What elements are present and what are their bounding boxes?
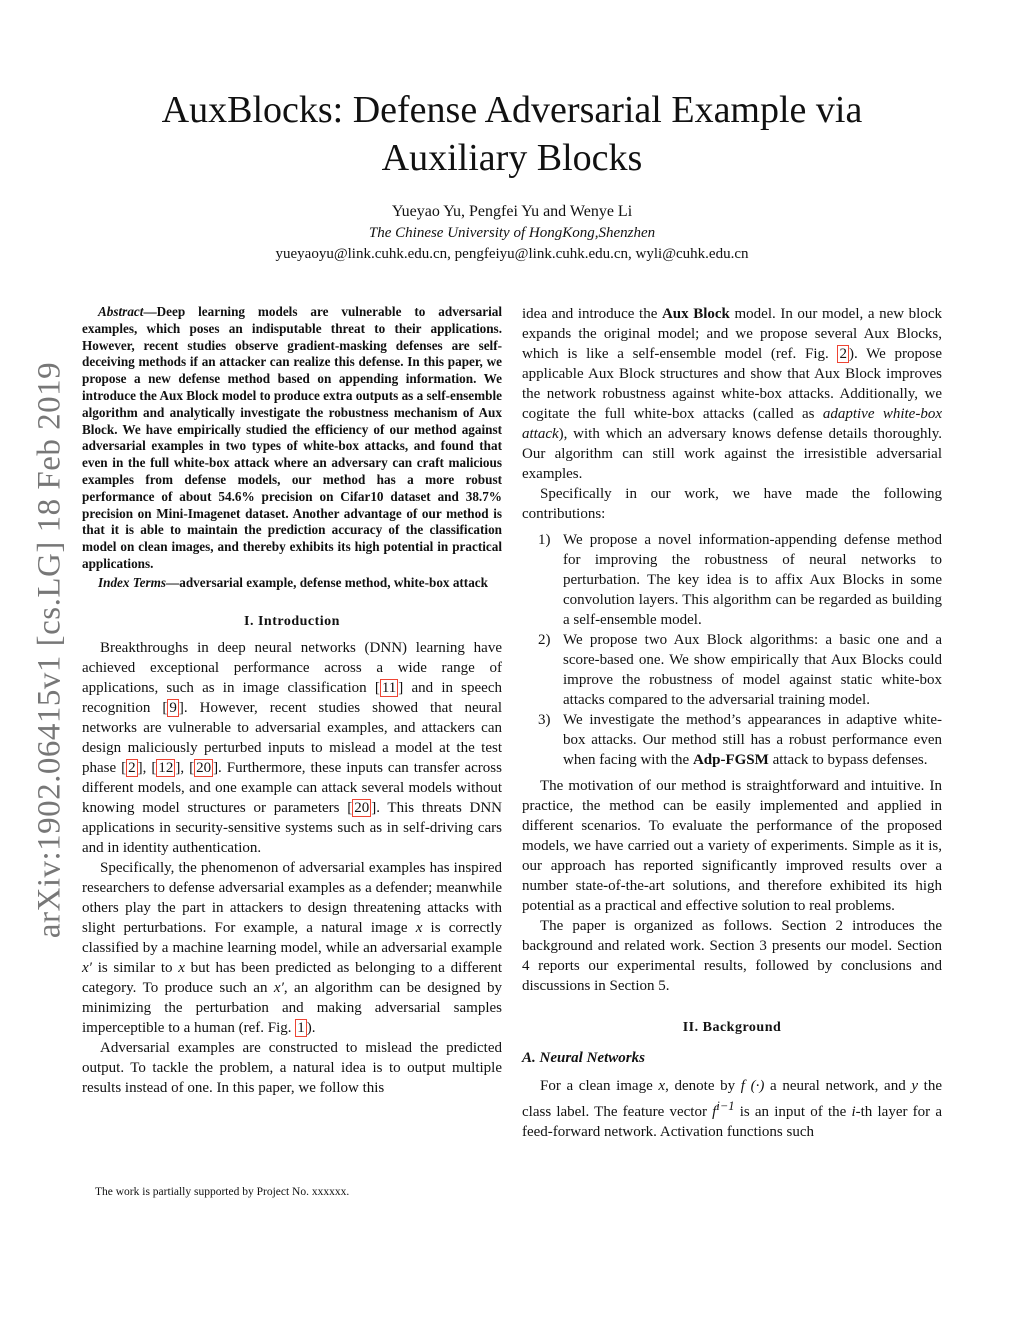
list-item: 2) We propose two Aux Block algorithms: a basic one and a score-based one. We show empirically that Aux Blocks could improve the robustness of model against static white-box attacks compared to the adversarial training model. <box>538 632 942 708</box>
right-paragraph-5: For a clean image x, denote by f (·) a neural network, and y the class label. The feature vector $f^{i-1}$ is an input of the i-th layer for a feed-forward network. Activation functions such <box>522 1078 943 1140</box>
figure-link[interactable]: 2 <box>839 346 847 362</box>
abstract <box>82 304 502 573</box>
intro-paragraph-3: Adversarial examples are constructed to mislead the predicted output. To tackle the problem, a natural idea is to output multiple results instead of one. In this paper, we follow this <box>82 1039 502 1096</box>
index-terms-text: —adversarial example, defense method, white-box attack <box>166 574 488 590</box>
affiliation: The Chinese University of HongKong,Shenzhen <box>368 225 656 241</box>
citation-link[interactable]: 9 <box>169 699 177 716</box>
right-paragraph-1: idea and introduce the Aux Block model. In our model, a new block expands the original model; and we propose several Aux Blocks, which is like a self-ensemble model (ref. Fig. 2 ). We propose applicable Aux Block structures and show that Aux Block improves the network robustness against white-box attacks. Additionally, we cogitate the full white-box attacks (called as adaptive white-box attack), with which an adversary knows defense details thoroughly. Our algorithm can still work against the irresistible adversarial examples. <box>522 306 942 482</box>
citation-link[interactable]: 11 <box>381 679 397 696</box>
citation-link[interactable]: 20 <box>354 799 370 816</box>
arxiv-stamp: arXiv:1902.06415v1 [cs.LG] 18 Feb 2019 <box>31 361 68 939</box>
section-heading-background: II. Background <box>682 1020 782 1035</box>
footnote: The work is partially supported by Project No. xxxxxx. <box>95 1186 350 1198</box>
paper-title: AuxBlocks: Defense Adversarial Example via Auxiliary Blocks <box>161 89 863 179</box>
list-item: 3) We investigate the method’s appearances in adaptive white-box attacks. Our method still has a robust performance even when facing with the Adp-FGSM attack to bypass defenses. <box>538 712 942 768</box>
list-item: 1) We propose a novel information-appending defense method for improving the robustness of neural networks to perturbation. The key idea is to affix Aux Blocks in some convolution layers. This algorithm can be regarded as building a self-ensemble model. <box>538 532 942 628</box>
intro-paragraph-1: Breakthroughs in deep neural networks (DNN) learning have achieved exceptional performance across a wide range of applications, such as in image classification [ 11 ] and in speech recognition [ 9 ]. However, recent studies showed that neural networks are vulnerable to adversarial examples, and attackers can design maliciously perturbed inputs to mislead a model at the test phase [ 2 ], [ 12 ], [ 20 ]. Furthermore, these inputs can transfer across different models, and one example can attack several models without knowing model structures or parameters [ 20 ]. This threats DNN applications in security-sensitive systems such as in self-driving cars and in identity authentication. <box>82 639 503 856</box>
authors: Yueyao Yu, Pengfei Yu and Wenye Li <box>391 203 633 220</box>
right-paragraph-4: The paper is organized as follows. Section 2 introduces the background and related work. Section 3 presents our model. Section 4 reports our experimental results, followed by conclusions and discussions in Section 5. <box>522 918 942 994</box>
citation-link[interactable]: 12 <box>158 759 174 776</box>
right-paragraph-3: The motivation of our method is straightforward and intuitive. In practice, the method can be easily implemented and applied in different scenarios. To evaluate the performance of the proposed models, we have carried out a variety of experiments. Simple as it is, our approach has reported significantly improved results over a number state-of-the-art solutions, and therefore exhibited its high potential as a practical and effective solution to real problems. <box>522 778 942 914</box>
index-terms <box>82 575 502 592</box>
right-column <box>522 304 942 1142</box>
section-heading-introduction: I. Introduction <box>244 613 340 629</box>
subsection-heading: A. Neural Networks <box>522 1050 645 1066</box>
contributions-list <box>522 530 942 770</box>
figure-link[interactable]: 1 <box>297 1019 305 1036</box>
abstract-text: —Deep learning models are vulnerable to adversarial examples, which poses an indisputable threat to their applications. However, recent studies observe gradient-masking defenses are self-deceiving methods if an attacker can realize this defense. In this paper, we propose a new defense method based on appending information. We introduce the Aux Block model to produce extra outputs as a self-ensemble algorithm and analytically investigate the robustness mechanism of Aux Block. We have empirically studied the efficiency of our method against adversarial examples in two types of white-box attacks, and found that even in the full white-box attack where an adversary can craft malicious examples from defense models, our method has a more robust performance of about 54.6% precision on Cifar10 dataset and 38.7% precision on Mini-Imagenet dataset. Another advantage of our method is that it is able to maintain the prediction accuracy of the classification model on clean images, and thereby exhibits its high potential in practical applications. <box>82 304 502 571</box>
author-emails: yueyaoyu@link.cuhk.edu.cn, pengfeiyu@link.cuhk.edu.cn, wyli@cuhk.edu.cn <box>275 246 749 262</box>
abstract-label: Abstract <box>98 304 144 319</box>
citation-link[interactable]: 2 <box>128 759 136 776</box>
citation-link[interactable]: 20 <box>196 759 212 776</box>
left-column <box>82 304 502 1098</box>
index-terms-label: Index Terms <box>98 574 167 590</box>
right-paragraph-2: Specifically in our work, we have made the following contributions: <box>522 486 942 522</box>
intro-paragraph-2: Specifically, the phenomenon of adversarial examples has inspired researchers to defense adversarial examples as a defender; meanwhile others play the part in attackers to design threatening attacks with slight perturbations. For example, a natural image x is correctly classified by a machine learning model, while an adversarial example x′ is similar to x but has been predicted as belonging to a different category. To produce such an x′, an algorithm can be designed by minimizing the perturbation and making adversarial samples imperceptible to a human (ref. Fig. 1 ). <box>82 859 502 1036</box>
